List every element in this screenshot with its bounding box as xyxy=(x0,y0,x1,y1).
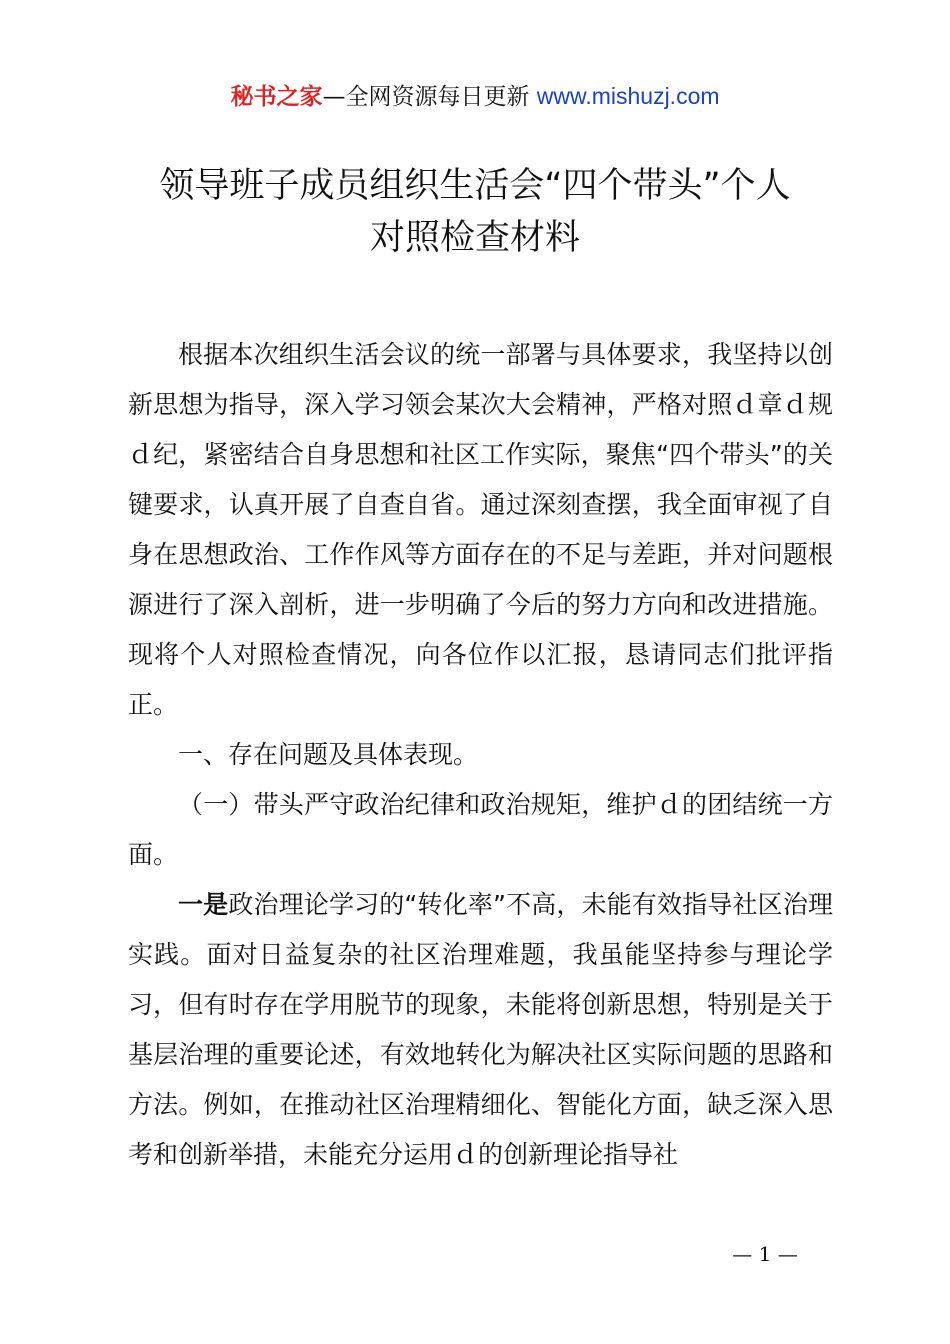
site-url-link[interactable]: www.mishuzj.com xyxy=(536,83,720,109)
point-text: 政治理论学习的“转化率”不高，未能有效指导社区治理实践。面对日益复杂的社区治理难题，我虽能坚持参与理论学习，但有时存在学用脱节的现象，未能将创新思想，特别是关于基层治理的重要论述，有效地转化为解决社区实际问题的思路和方法。例如，在推动社区治理精细化、智能化方面，缺乏深入思考和创新举措，未能充分运用ｄ的创新理论指导社 xyxy=(128,890,833,1169)
page-number: — 1 — xyxy=(732,1242,798,1266)
section-heading: 一、存在问题及具体表现。 xyxy=(178,740,479,769)
title-line-1: 领导班子成员组织生活会“四个带头”个人 xyxy=(159,166,791,206)
title-line-2: 对照检查材料 xyxy=(369,218,580,258)
subsection-heading: （一）带头严守政治纪律和政治规矩，维护ｄ的团结统一方面。 xyxy=(128,790,833,869)
document-body xyxy=(128,330,833,1180)
point-paragraph xyxy=(128,880,833,1180)
site-header xyxy=(0,80,950,113)
site-slogan: —全网资源每日更新 xyxy=(322,84,530,110)
point-lead: 一是 xyxy=(178,890,229,919)
intro-paragraph: 根据本次组织生活会议的统一部署与具体要求，我坚持以创新思想为指导，深入学习领会某次大会精神，严格对照ｄ章ｄ规ｄ纪，紧密结合自身思想和社区工作实际，聚焦“四个带头”的关键要求，认真开展了自查自省。通过深刻查摆，我全面审视了自身在思想政治、工作作风等方面存在的不足与差距，并对问题根源进行了深入剖析，进一步明确了今后的努力方向和改进措施。现将个人对照检查情况，向各位作以汇报，恳请同志们批评指正。 xyxy=(128,340,833,719)
document-title xyxy=(100,160,850,264)
site-brand: 秘书之家 xyxy=(230,84,323,110)
